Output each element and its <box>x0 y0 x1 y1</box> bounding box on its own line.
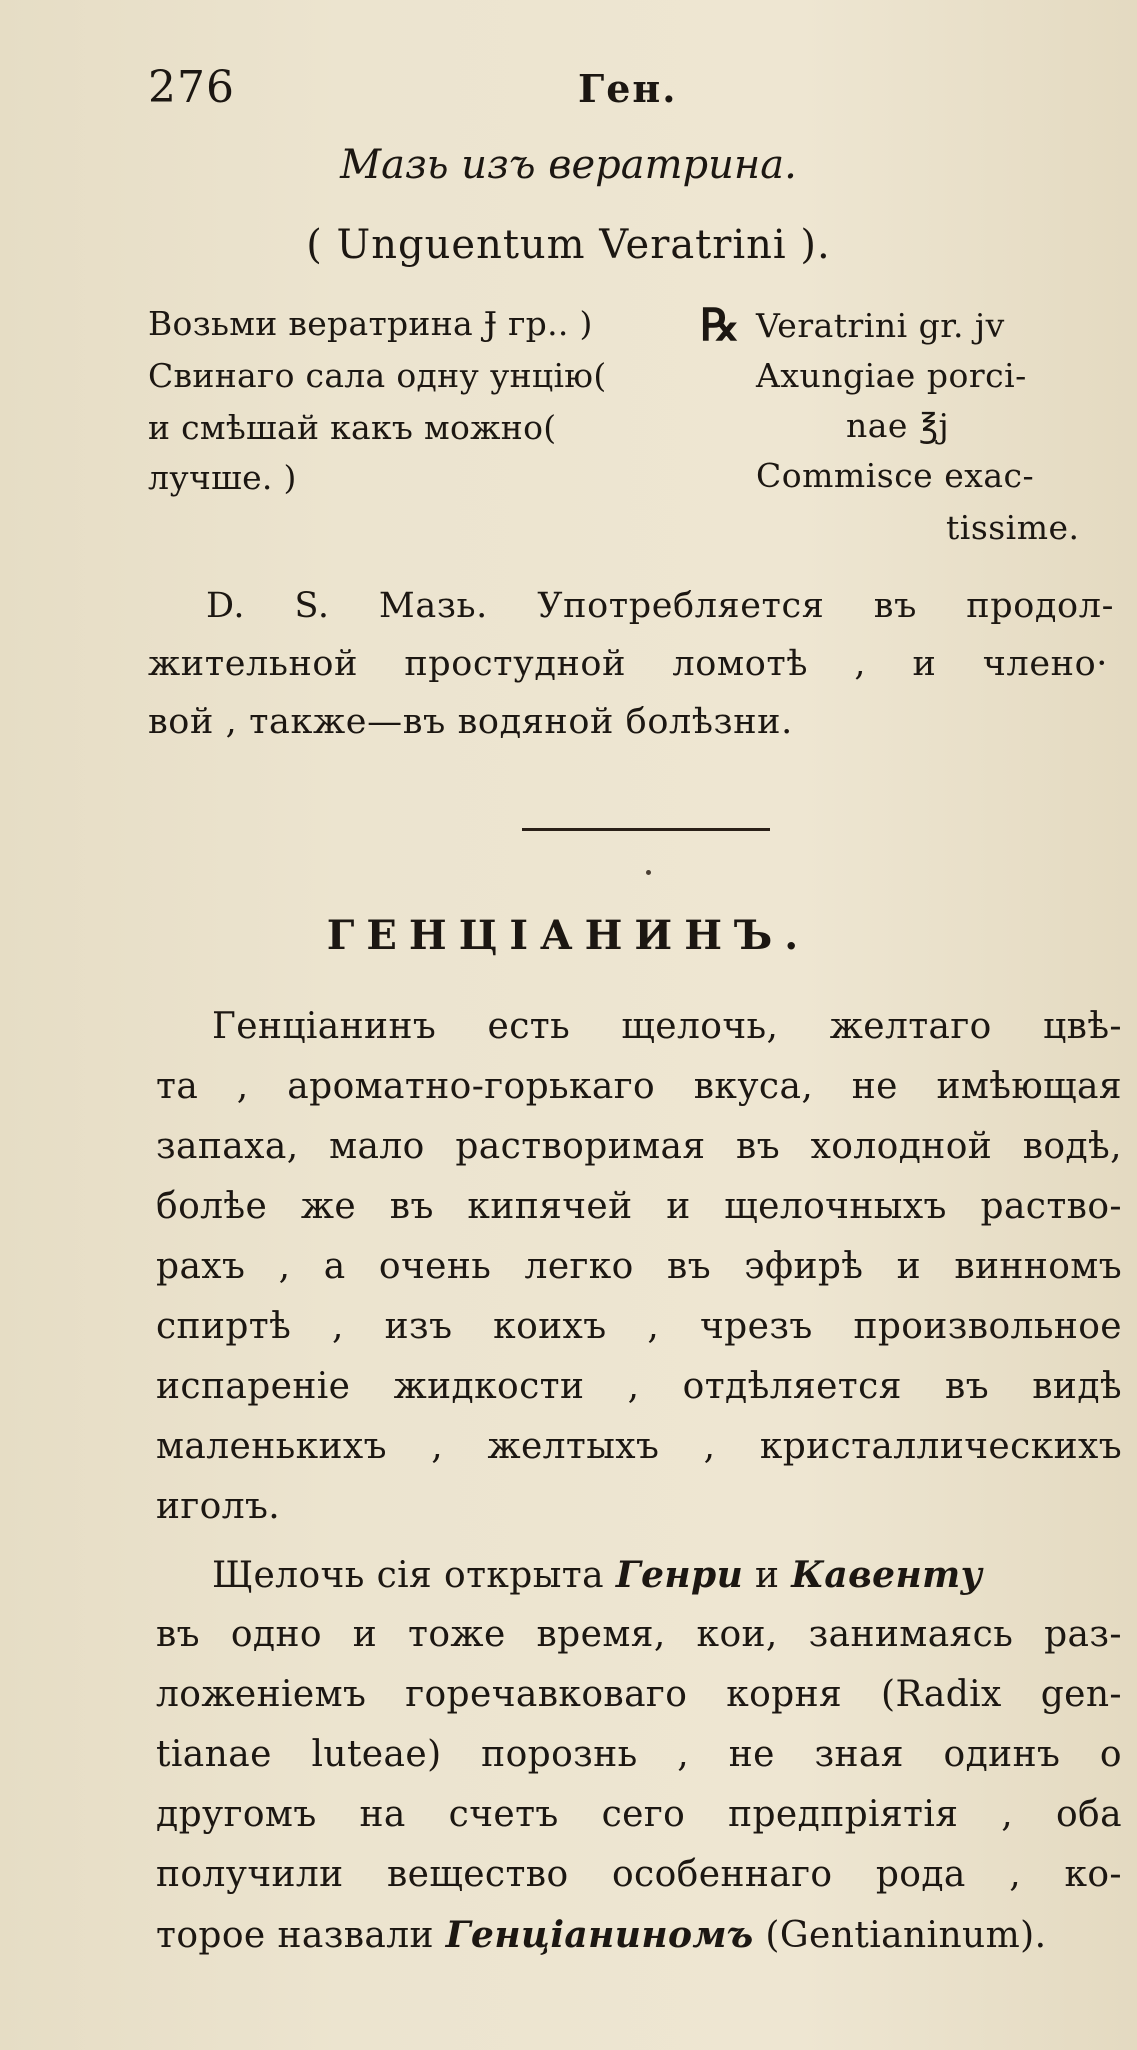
section-heading: ГЕНЦІАНИНЪ. <box>326 912 811 959</box>
body-line: ложеніемъ горечавковаго корня (Radix gen- <box>156 1674 1122 1715</box>
recipe-latin-title: ( Unguentum Veratrini ). <box>306 222 831 268</box>
body-line: болѣе же въ кипячей и щелочныхъ раство- <box>156 1186 1122 1227</box>
prescription-right-line: tissime. <box>946 508 1080 547</box>
page-number: 276 <box>148 62 235 113</box>
body-line: та , ароматно-горькаго вкуса, не имѣющая <box>156 1066 1122 1107</box>
prescription-left-line: и смѣшай какъ можно( <box>148 408 557 447</box>
recipe-symbol: ℞ <box>700 300 740 351</box>
section-divider <box>522 828 770 831</box>
term-name: Генціаниномъ <box>445 1914 754 1956</box>
body-line: маленькихъ , желтыхъ , кристаллическихъ <box>156 1426 1122 1467</box>
prescription-left-line: лучше. ) <box>148 458 297 497</box>
prescription-right-line: Axungiae porci- <box>756 356 1027 395</box>
prescription-left-line: Возьми вератрина Ɉ гр.. ) <box>148 304 593 343</box>
person-name: Кавенту <box>791 1554 983 1596</box>
person-name: Генри <box>615 1554 744 1596</box>
body-text: Щелочь сія открыта <box>212 1555 616 1596</box>
body-line: рахъ , а очень легко въ эфирѣ и винномъ <box>156 1246 1122 1287</box>
prescription-right-line: Commisce exac- <box>756 456 1035 495</box>
ds-line: D. S. Мазь. Употребляется въ продол- <box>206 586 1114 626</box>
body-text: (Gentianinum). <box>753 1915 1047 1956</box>
recipe-title: Мазь изъ вератрина. <box>340 142 797 188</box>
body-line: другомъ на счетъ сего предпріятія , оба <box>156 1794 1122 1835</box>
body-line: запаха, мало растворимая въ холодной водѣ, <box>156 1126 1122 1167</box>
ds-line: вой , также—въ водяной болѣзни. <box>148 702 793 742</box>
prescription-left-line: Свинаго сала одну унцію( <box>148 356 607 395</box>
body-line: въ одно и тоже время, кои, занимаясь раз- <box>156 1614 1122 1655</box>
body-text: торое назвали <box>156 1915 446 1956</box>
body-line: Генціанинъ есть щелочь, желтаго цвѣ- <box>212 1006 1122 1047</box>
body-line: tianae luteae) порознь , не зная одинъ о <box>156 1734 1122 1775</box>
body-text: и <box>743 1555 792 1596</box>
prescription-right-line: nae ℥j <box>846 406 950 445</box>
ds-line: жительной простудной ломотѣ , и члено· <box>148 644 1108 684</box>
ink-speck <box>646 870 651 875</box>
body-line: получили вещество особеннаго рода , ко- <box>156 1854 1122 1895</box>
body-line <box>212 1554 1122 1596</box>
body-line: иголъ. <box>156 1486 281 1527</box>
body-line <box>156 1914 1122 1956</box>
body-line: испареніе жидкости , отдѣляется въ видѣ <box>156 1366 1122 1407</box>
body-line: спиртѣ , изъ коихъ , чрезъ произвольное <box>156 1306 1122 1347</box>
running-head: Ген. <box>578 66 678 111</box>
prescription-right-line: Veratrini gr. jv <box>756 306 1005 345</box>
